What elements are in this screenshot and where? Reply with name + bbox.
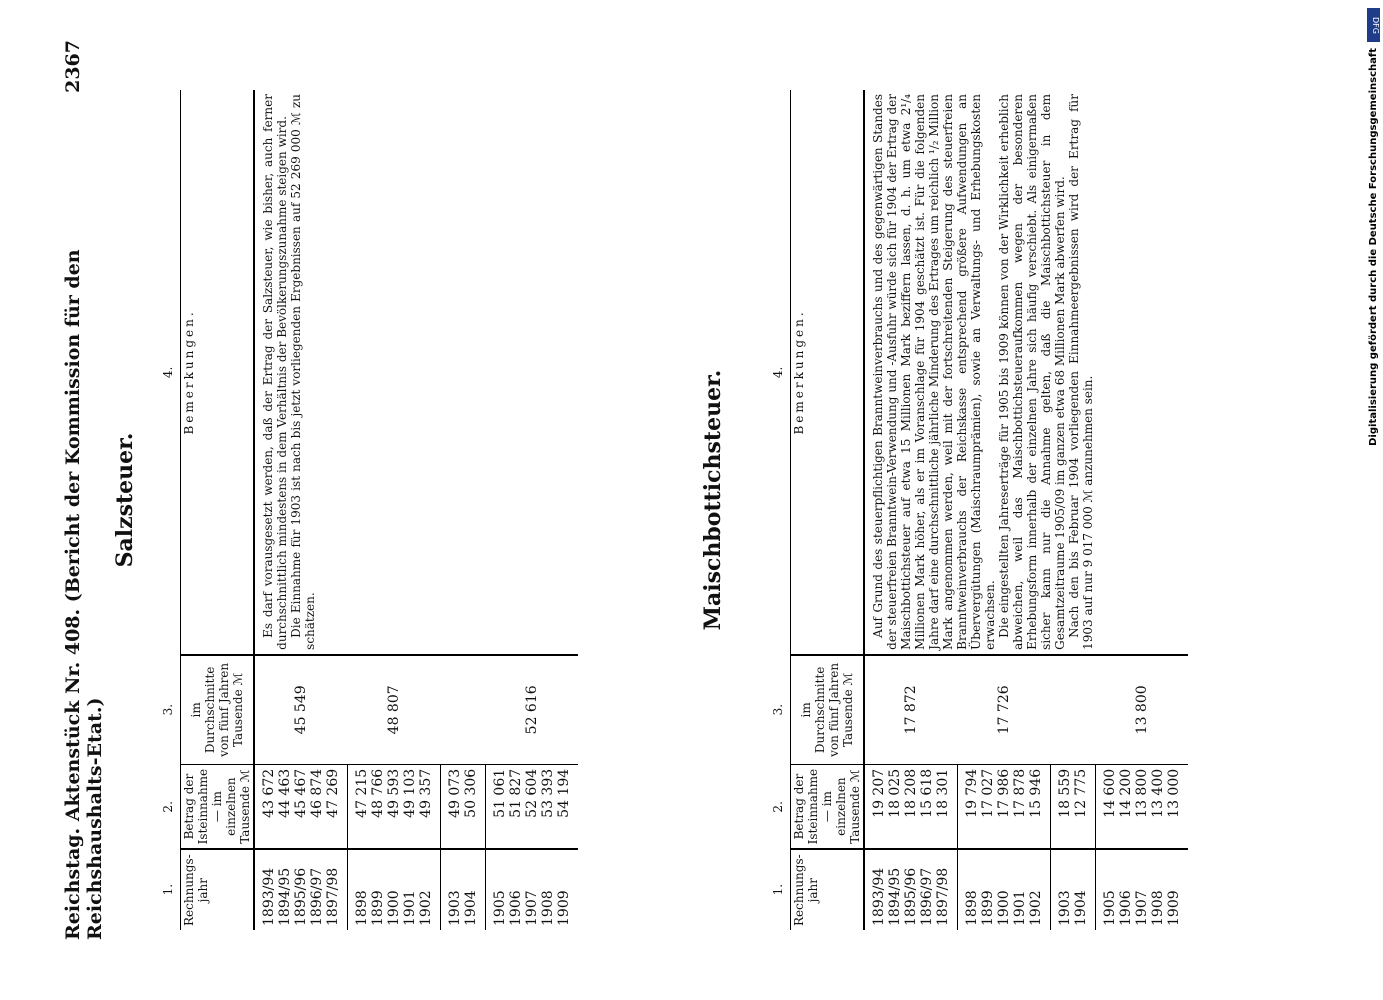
header-durchschnitt: im Durchschnitte von fünf Jahren Tausende ℳ: [791, 655, 865, 765]
header-einzeln: Betrag der Isteinnahme — im einzelnen Tausende ℳ: [791, 764, 865, 849]
average-cell: [441, 655, 486, 765]
side-credit: [1363, 0, 1383, 1000]
average-cell: 48 807: [348, 655, 441, 765]
column-number: 1.: [160, 849, 181, 930]
header-bemerkungen: Bemerkungen.: [181, 90, 255, 655]
header-durchschnitt: im Durchschnitte von fünf Jahren Tausende ℳ: [181, 655, 255, 765]
column-number: 3.: [160, 655, 181, 765]
year-cell: 1898 1899 1900 1901 1902: [348, 849, 441, 930]
column-number: 1.: [770, 849, 791, 930]
header-year: Rechnungs-jahr: [181, 849, 255, 930]
column-number: 4.: [160, 90, 181, 655]
value-cell: 19 207 18 025 18 208 15 618 18 301: [864, 764, 958, 849]
year-cell: 1905 1906 1907 1908 1909: [486, 849, 579, 930]
year-cell: 1898 1899 1900 1901 1902: [958, 849, 1051, 930]
column-number: 3.: [770, 655, 791, 765]
section-title: Maischbottichsteuer.: [700, 369, 726, 631]
average-cell: [1051, 655, 1096, 765]
revenue-table: [770, 90, 1188, 930]
value-cell: 47 215 48 766 49 593 49 103 49 357: [348, 764, 441, 849]
year-cell: 1893/94 1894/95 1895/96 1896/97 1897/98: [864, 849, 958, 930]
column-number: 4.: [770, 90, 791, 655]
page-number: 2367: [62, 40, 84, 93]
value-cell: 14 600 14 200 13 800 13 400 13 000: [1096, 764, 1189, 849]
average-cell: 13 800: [1096, 655, 1189, 765]
average-cell: 45 549: [254, 655, 348, 765]
remarks-cell: Auf Grund des steuerpflichtigen Branntweinverbrauchs und des gegenwärtigen Standes der steuerfreien Branntwein-Verwendung und -Ausfuhr würde sich für 1904 der Ertrag der Maischbottichsteuer auf etwa 15 Millionen Mark beziffern lassen, d. h. um etwa 2¹/₄ Millionen Mark höher, als er im Voranschlage für 1904 geschätzt ist. Für die folgenden Jahre darf eine durchschnittliche jährliche Minderung des Ertrages um reichlich ¹/₂ Million Mark angenommen werden, weil mit der fortschreitenden Steigerung des steuerfreien Branntweinverbrauchs der Reichskasse entsprechend größere Aufwendungen an Übervergütungen (Maischraumprämien), sowie an Verwaltungs- und Erhebungskosten erwachsen. Die eingestellten Jahreserträge für 1905 bis 1909 können von der Wirklichkeit erheblich abweichen, weil das Maischbottichsteueraufkommen wegen der besonderen Erhebungsform innerhalb der einzelnen Jahre sich häufig verschiebt. Als einigermaßen sicher kann nur die Annahme gelten, daß die Maischbottichsteuer in dem Gesamtzeitraume 1905/09 im ganzen etwa 68 Millionen Mark abwerfen wird. Nach den bis Februar 1904 vorliegenden Einnahmeergebnissen wird der Ertrag für 1903 auf nur 9 017 000 ℳ anzunehmen sein.: [871, 94, 1095, 650]
page-header: [62, 40, 106, 940]
column-number: 2.: [160, 764, 181, 849]
value-cell: 19 794 17 027 17 986 17 878 15 946: [958, 764, 1051, 849]
value-cell: 43 672 44 463 45 467 46 874 47 269: [254, 764, 348, 849]
table-row: [254, 90, 348, 930]
section-title: Salzsteuer.: [112, 432, 138, 568]
header-einzeln: Betrag der Isteinnahme — im einzelnen Tausende ℳ: [181, 764, 255, 849]
year-cell: 1893/94 1894/95 1895/96 1896/97 1897/98: [254, 849, 348, 930]
header-year: Rechnungs-jahr: [791, 849, 865, 930]
average-cell: 52 616: [486, 655, 579, 765]
value-cell: 51 061 51 827 52 604 53 393 54 194: [486, 764, 579, 849]
dfg-logo: DFG: [1367, 8, 1380, 42]
average-cell: 17 726: [958, 655, 1051, 765]
value-cell: 49 073 50 306: [441, 764, 486, 849]
average-cell: 17 872: [864, 655, 958, 765]
digitization-credit: Digitalisierung gefördert durch die Deutsche Forschungsgemeinschaft: [1368, 48, 1379, 446]
header-bemerkungen: Bemerkungen.: [791, 90, 865, 655]
year-cell: 1903 1904: [441, 849, 486, 930]
remarks-cell: Es darf vorausgesetzt werden, daß der Ertrag der Salzsteuer, wie bisher, auch ferner durchschnittlich mindestens in dem Verhältnis der Bevölkerungszunahme steigen wird. Die Einnahme für 1903 ist nach bis jetzt vorliegenden Ergebnissen auf 52 269 000 ℳ zu schätzen.: [261, 94, 317, 650]
column-number: 2.: [770, 764, 791, 849]
revenue-table: [160, 90, 578, 930]
table-row: [864, 90, 958, 930]
year-cell: 1903 1904: [1051, 849, 1096, 930]
value-cell: 18 559 12 775: [1051, 764, 1096, 849]
year-cell: 1905 1906 1907 1908 1909: [1096, 849, 1189, 930]
header-title: Reichstag. Aktenstück Nr. 408. (Bericht der Kommission für den Reichshaushalts-Etat.): [62, 249, 106, 940]
